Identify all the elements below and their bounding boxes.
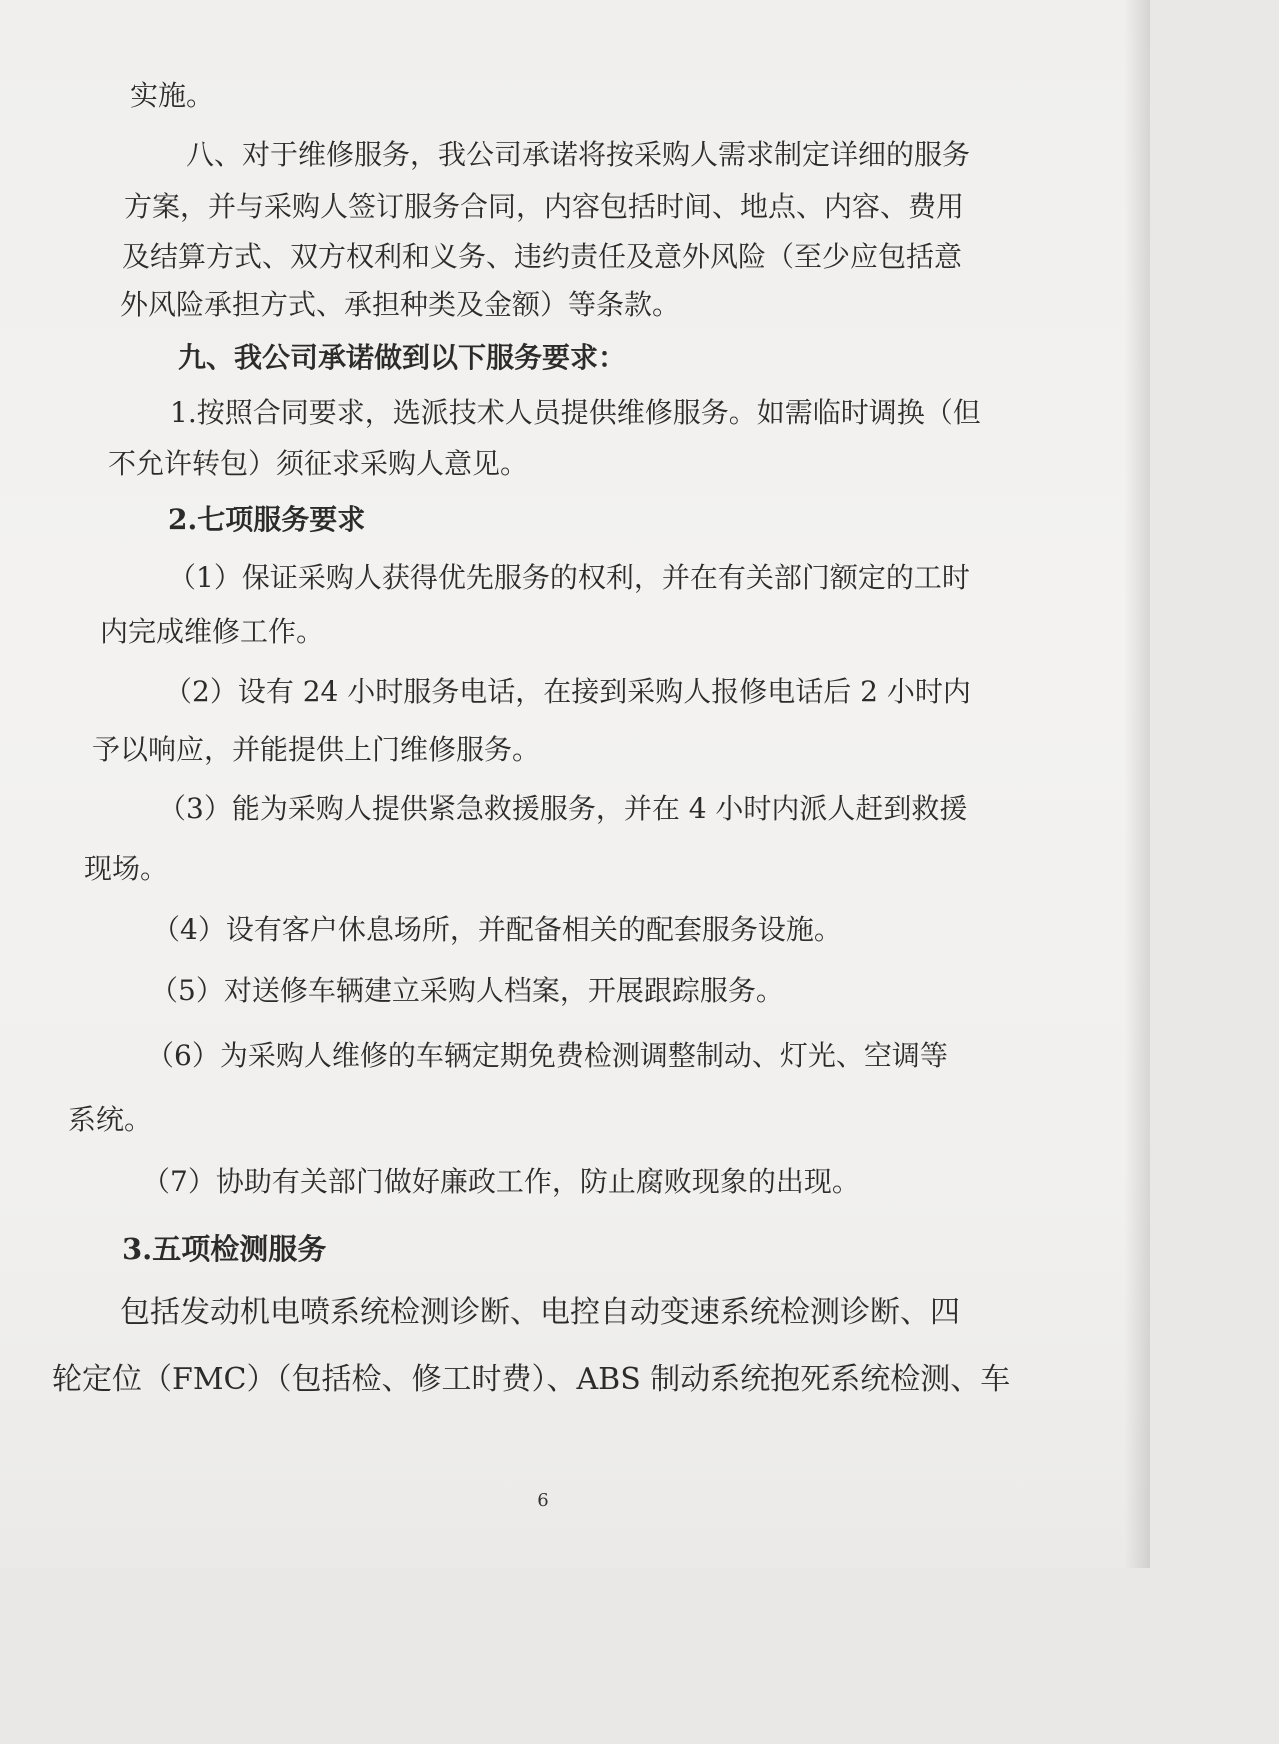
item-1-line-1: 1.按照合同要求，选派技术人员提供维修服务。如需临时调换（但 xyxy=(170,396,981,429)
inspection-line-2: 轮定位（FMC）（包括检、修工时费）、ABS 制动系统抱死系统检测、车 xyxy=(52,1362,1011,1397)
requirement-6-line-1: （6）为采购人维修的车辆定期免费检测调整制动、灯光、空调等 xyxy=(146,1039,948,1072)
section-8-line-2: 方案，并与采购人签订服务合同，内容包括时间、地点、内容、费用 xyxy=(124,190,965,223)
page-edge-shadow xyxy=(1124,0,1150,1568)
requirement-2-line-2: 予以响应，并能提供上门维修服务。 xyxy=(92,733,541,766)
requirement-1-line-2: 内完成维修工作。 xyxy=(100,615,325,648)
requirement-6-line-2: 系统。 xyxy=(68,1103,153,1136)
section-8-line-3: 及结算方式、双方权利和义务、违约责任及意外风险（至少应包括意 xyxy=(122,240,963,273)
section-9-heading: 九、我公司承诺做到以下服务要求： xyxy=(178,341,627,374)
requirement-5: （5）对送修车辆建立采购人档案，开展跟踪服务。 xyxy=(150,974,784,1007)
subheading-seven-requirements: 2.七项服务要求 xyxy=(168,503,366,536)
requirement-3-line-1: （3）能为采购人提供紧急救援服务，并在 4 小时内派人赶到救援 xyxy=(158,792,968,825)
requirement-2-line-1: （2）设有 24 小时服务电话，在接到采购人报修电话后 2 小时内 xyxy=(164,675,971,708)
page-number: 6 xyxy=(537,1490,549,1511)
requirement-4: （4）设有客户休息场所，并配备相关的配套服务设施。 xyxy=(152,913,842,946)
text-line-1: 实施。 xyxy=(130,79,215,112)
requirement-1-line-1: （1）保证采购人获得优先服务的权利，并在有关部门额定的工时 xyxy=(168,561,970,594)
item-1-line-2: 不允许转包）须征求采购人意见。 xyxy=(108,447,529,480)
section-8-line-4: 外风险承担方式、承担种类及金额）等条款。 xyxy=(120,288,681,321)
requirement-3-line-2: 现场。 xyxy=(84,852,169,885)
inspection-line-1: 包括发动机电喷系统检测诊断、电控自动变速系统检测诊断、四 xyxy=(120,1295,960,1330)
requirement-7: （7）协助有关部门做好廉政工作，防止腐败现象的出现。 xyxy=(142,1165,860,1198)
subheading-five-inspections: 3.五项检测服务 xyxy=(122,1232,327,1266)
section-8-line-1: 八、对于维修服务，我公司承诺将按采购人需求制定详细的服务 xyxy=(186,138,971,171)
